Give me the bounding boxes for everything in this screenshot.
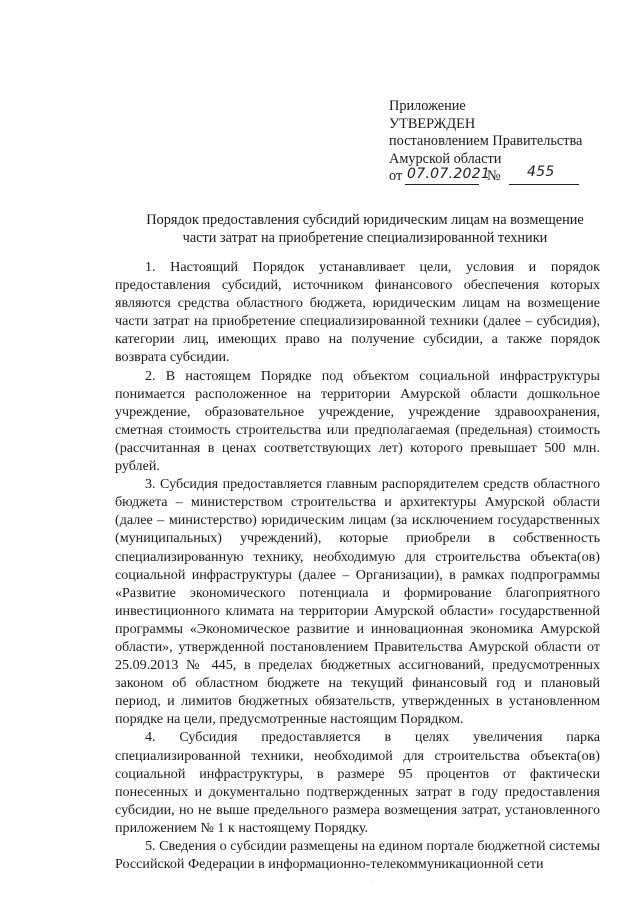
approval-block — [389, 98, 619, 186]
paragraph-4: 4. Субсидия предоставляется в целях увеличения парка специализированной техники, необходимой для строительства объекта(ов) социальной инфраструктуры, в размере 95 процентов от фактически понесенных и документально подтвержденных затрат в году предоставления субсидии, но не выше предельного размера возмещения затрат, установленного приложением № 1 к настоящему Порядку. — [115, 729, 600, 836]
handwritten-date: 07.07.2021 — [407, 166, 491, 182]
title-line-1: Порядок предоставления субсидий юридическим лицам на возмещение — [146, 212, 584, 228]
date-underline — [405, 184, 479, 185]
paragraph-2: 2. В настоящем Порядке под объектом социальной инфраструктуры понимается расположенное на территории Амурской области дошкольное учреждение, образовательное учреждение, учреждение здравоохранения, сметная стоимость строительства или предполагаемая (предельная) стоимость (рассчитанная в ценах соответствующих лет) которого превышает 500 млн. рублей. — [115, 367, 600, 475]
approved-by-line: постановлением Правительства — [389, 133, 583, 149]
paragraph-1: 1. Настоящий Порядок устанавливает цели, условия и порядок предоставления субсидий, источником финансового обеспечения которых являются средства областного бюджета, юридическим лицам на возмещение части затрат на приобретение специализированной техники (далее – субсидия), категории лиц, имеющих право на получение субсидии, а также порядок возврата субсидии. — [115, 259, 600, 366]
scan-speck: · — [372, 880, 374, 886]
document-title — [130, 212, 600, 247]
appendix-label: Приложение — [389, 98, 466, 114]
region-line: Амурской области — [389, 150, 502, 167]
from-label: от — [389, 168, 403, 184]
paragraph-5: 5. Сведения о субсидии размещены на едином портале бюджетной системы Российской Федерации в информационно-телекоммуникационной сети — [115, 838, 600, 873]
paragraph-3: 3. Субсидия предоставляется главным распорядителем средств областного бюджета – министерством строительства и архитектуры Амурской области (далее – министерство) юридическим лицам (за исключением государственных (муниципальных) учреждений), которые приобрели в собственность специализированную технику, необходимую для строительства объекта(ов) социальной инфраструктуры (далее – Организации), в рамках подпрограммы «Развитие экономического потенциала и формирование благоприятного инвестиционного климата на территории Амурской области» государственной программы «Экономическое развитие и инновационная экономика Амурской области», утвержденной постановлением Правительства Амурской области от 25.09.2013 № 445, в пределах бюджетных ассигнований, предусмотренных законом об областном бюджете на текущий финансовый год и плановый период, и лимитов бюджетных обязательств, утвержденных в установленном порядке на цели, предусмотренные настоящим Порядком. — [115, 476, 600, 728]
number-underline — [509, 184, 579, 185]
approved-label: УТВЕРЖДЕН — [389, 115, 476, 132]
handwritten-number: 455 — [527, 164, 555, 180]
number-label: № — [487, 168, 501, 184]
title-line-2: части затрат на приобретение специализированной техники — [182, 229, 548, 246]
date-number-line — [389, 164, 619, 186]
document-body — [115, 258, 600, 873]
